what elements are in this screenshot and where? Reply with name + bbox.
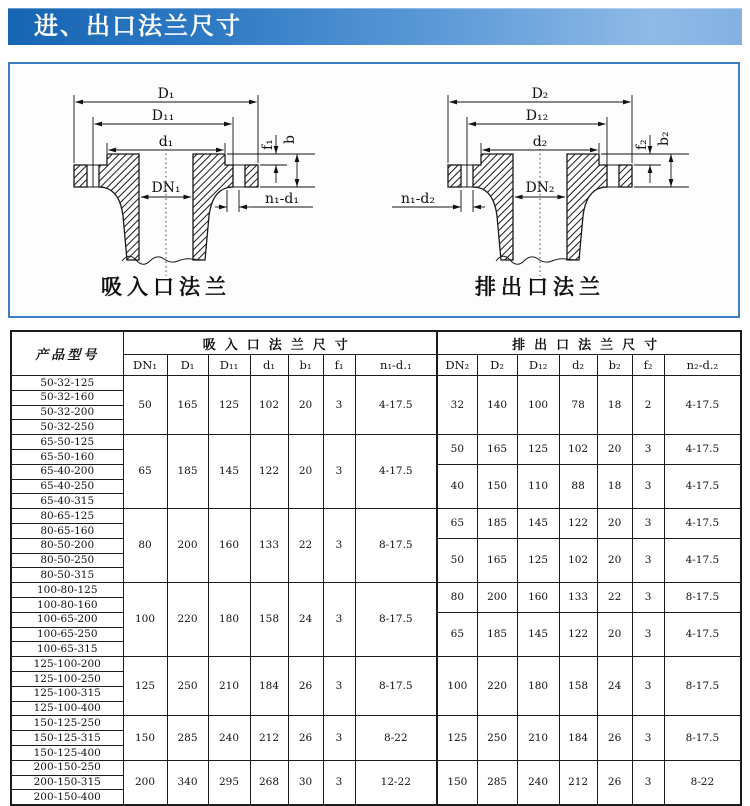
suction-cell: 125 bbox=[208, 376, 250, 435]
suction-cell: 145 bbox=[208, 435, 250, 509]
discharge-cell: 200 bbox=[477, 583, 517, 613]
discharge-cell: 150 bbox=[477, 464, 517, 508]
suction-cell: 20 bbox=[288, 376, 323, 435]
dim-outer-diameter-label: D₂ bbox=[531, 86, 549, 102]
model-cell: 50-32-160 bbox=[11, 390, 123, 405]
table-row bbox=[11, 435, 741, 450]
col-header-d11: D₁₁ bbox=[208, 355, 250, 376]
model-cell: 125-100-400 bbox=[11, 701, 123, 716]
discharge-cell: 50 bbox=[437, 435, 477, 465]
discharge-cell: 22 bbox=[597, 583, 632, 613]
suction-cell: 125 bbox=[123, 657, 167, 716]
model-cell: 125-100-250 bbox=[11, 671, 123, 686]
suction-cell: 212 bbox=[250, 716, 288, 760]
suction-cell: 150 bbox=[123, 716, 167, 760]
col-header-f2: f₂ bbox=[632, 355, 664, 376]
suction-flange-drawing bbox=[10, 64, 374, 316]
suction-section-header: 吸入口法兰尺寸 bbox=[123, 331, 437, 355]
table-row bbox=[11, 509, 741, 524]
col-header-b2: b₂ bbox=[597, 355, 632, 376]
col-header-f1: f₁ bbox=[323, 355, 355, 376]
model-cell: 80-65-125 bbox=[11, 509, 123, 524]
discharge-cell: 3 bbox=[632, 509, 664, 539]
suction-cell: 8-17.5 bbox=[355, 583, 437, 657]
dim-thickness-label: b₂ bbox=[656, 131, 672, 146]
discharge-cell: 125 bbox=[437, 716, 477, 760]
discharge-flange-drawing bbox=[374, 64, 738, 316]
discharge-cell: 20 bbox=[597, 435, 632, 465]
discharge-cell: 100 bbox=[437, 657, 477, 716]
model-column-header: 产品型号 bbox=[11, 331, 123, 376]
suction-cell: 133 bbox=[250, 509, 288, 583]
suction-cell: 8-17.5 bbox=[355, 509, 437, 583]
model-cell: 125-100-315 bbox=[11, 686, 123, 701]
suction-cell: 185 bbox=[167, 435, 208, 509]
suction-cell: 12-22 bbox=[355, 760, 437, 805]
suction-cell: 3 bbox=[323, 716, 355, 760]
suction-cell: 160 bbox=[208, 509, 250, 583]
discharge-cell: 24 bbox=[597, 657, 632, 716]
discharge-cell: 285 bbox=[477, 760, 517, 805]
discharge-cell: 185 bbox=[477, 612, 517, 656]
model-cell: 80-50-315 bbox=[11, 568, 123, 583]
model-cell: 80-50-250 bbox=[11, 553, 123, 568]
discharge-cell: 140 bbox=[477, 376, 517, 435]
dim-face-diameter-label: d₁ bbox=[158, 134, 174, 150]
model-cell: 50-32-125 bbox=[11, 376, 123, 391]
discharge-cell: 88 bbox=[559, 464, 597, 508]
discharge-cell: 4-17.5 bbox=[664, 538, 741, 582]
dim-thickness-label: b bbox=[282, 135, 298, 144]
discharge-cell: 78 bbox=[559, 376, 597, 435]
discharge-dimension-labels bbox=[401, 86, 672, 207]
table-row bbox=[11, 716, 741, 731]
suction-cell: 3 bbox=[323, 435, 355, 509]
suction-cell: 220 bbox=[167, 583, 208, 657]
page-title: 进、出口法兰尺寸 bbox=[34, 12, 242, 40]
discharge-cell: 8-17.5 bbox=[664, 583, 741, 613]
discharge-cell: 160 bbox=[517, 583, 559, 613]
discharge-cell: 185 bbox=[477, 509, 517, 539]
discharge-cell: 220 bbox=[477, 657, 517, 716]
discharge-cell: 65 bbox=[437, 509, 477, 539]
dim-bore-label: DN₁ bbox=[151, 180, 181, 196]
discharge-cell: 3 bbox=[632, 612, 664, 656]
discharge-cell: 40 bbox=[437, 464, 477, 508]
col-header-d1: D₁ bbox=[167, 355, 208, 376]
suction-cell: 3 bbox=[323, 583, 355, 657]
suction-cell: 285 bbox=[167, 716, 208, 760]
suction-cell: 210 bbox=[208, 657, 250, 716]
col-header-dn2: DN₂ bbox=[437, 355, 477, 376]
discharge-cell: 26 bbox=[597, 716, 632, 760]
suction-cell: 24 bbox=[288, 583, 323, 657]
discharge-cell: 212 bbox=[559, 760, 597, 805]
discharge-caption: 排出口法兰 bbox=[475, 274, 605, 299]
suction-cell: 65 bbox=[123, 435, 167, 509]
model-cell: 50-32-250 bbox=[11, 420, 123, 435]
discharge-cell: 100 bbox=[517, 376, 559, 435]
discharge-cell: 4-17.5 bbox=[664, 435, 741, 465]
suction-cell: 30 bbox=[288, 760, 323, 805]
discharge-cell: 4-17.5 bbox=[664, 376, 741, 435]
model-cell: 65-50-160 bbox=[11, 449, 123, 464]
suction-cell: 180 bbox=[208, 583, 250, 657]
discharge-cell: 150 bbox=[437, 760, 477, 805]
flange-diagram-panel bbox=[8, 62, 740, 318]
model-cell: 100-65-315 bbox=[11, 642, 123, 657]
discharge-cell: 3 bbox=[632, 716, 664, 760]
dim-outer-diameter-label: D₁ bbox=[157, 86, 175, 102]
suction-cell: 4-17.5 bbox=[355, 435, 437, 509]
table-row bbox=[11, 657, 741, 672]
dim-bore-label: DN₂ bbox=[525, 180, 555, 196]
flange-dimensions-table bbox=[10, 330, 740, 806]
col-header-d2: D₂ bbox=[477, 355, 517, 376]
discharge-cell: 80 bbox=[437, 583, 477, 613]
suction-cell: 22 bbox=[288, 509, 323, 583]
discharge-cell: 110 bbox=[517, 464, 559, 508]
model-cell: 200-150-250 bbox=[11, 760, 123, 775]
col-header-dn1: DN₁ bbox=[123, 355, 167, 376]
suction-cell: 184 bbox=[250, 657, 288, 716]
model-cell: 200-150-315 bbox=[11, 775, 123, 790]
model-cell: 65-50-125 bbox=[11, 435, 123, 450]
discharge-cell: 20 bbox=[597, 538, 632, 582]
discharge-cell: 145 bbox=[517, 509, 559, 539]
discharge-cell: 210 bbox=[517, 716, 559, 760]
discharge-section-header: 排出口法兰尺寸 bbox=[437, 331, 741, 355]
suction-cell: 80 bbox=[123, 509, 167, 583]
table-row bbox=[11, 760, 741, 775]
model-cell: 150-125-400 bbox=[11, 745, 123, 760]
suction-cell: 50 bbox=[123, 376, 167, 435]
dim-bolt-holes-label: n₁-d₂ bbox=[401, 191, 435, 207]
model-cell: 200-150-400 bbox=[11, 790, 123, 805]
discharge-cell: 122 bbox=[559, 509, 597, 539]
suction-cell: 250 bbox=[167, 657, 208, 716]
model-cell: 65-40-200 bbox=[11, 464, 123, 479]
suction-cell: 26 bbox=[288, 716, 323, 760]
discharge-cell: 125 bbox=[517, 538, 559, 582]
suction-cell: 165 bbox=[167, 376, 208, 435]
suction-cell: 3 bbox=[323, 509, 355, 583]
discharge-cell: 4-17.5 bbox=[664, 509, 741, 539]
dim-bolt-holes-label: n₁-d₁ bbox=[265, 191, 299, 207]
suction-cell: 200 bbox=[167, 509, 208, 583]
model-cell: 65-40-315 bbox=[11, 494, 123, 509]
col-header-n2-d2: n₂-d.₂ bbox=[664, 355, 741, 376]
discharge-cell: 18 bbox=[597, 376, 632, 435]
suction-cell: 102 bbox=[250, 376, 288, 435]
model-cell: 100-65-250 bbox=[11, 627, 123, 642]
suction-cell: 158 bbox=[250, 583, 288, 657]
discharge-cell: 102 bbox=[559, 538, 597, 582]
dim-face-height-label: f₁ bbox=[260, 139, 276, 150]
discharge-cell: 180 bbox=[517, 657, 559, 716]
discharge-cell: 8-17.5 bbox=[664, 716, 741, 760]
discharge-cell: 158 bbox=[559, 657, 597, 716]
discharge-cell: 133 bbox=[559, 583, 597, 613]
discharge-cell: 184 bbox=[559, 716, 597, 760]
model-cell: 100-65-200 bbox=[11, 612, 123, 627]
suction-cell: 122 bbox=[250, 435, 288, 509]
table-row bbox=[11, 583, 741, 598]
discharge-cell: 102 bbox=[559, 435, 597, 465]
suction-cell: 8-22 bbox=[355, 716, 437, 760]
discharge-cell: 32 bbox=[437, 376, 477, 435]
model-cell: 80-50-200 bbox=[11, 538, 123, 553]
col-header-d2-small: d₂ bbox=[559, 355, 597, 376]
discharge-cell: 125 bbox=[517, 435, 559, 465]
dim-face-diameter-label: d₂ bbox=[532, 134, 548, 150]
discharge-cell: 4-17.5 bbox=[664, 612, 741, 656]
discharge-cell: 165 bbox=[477, 435, 517, 465]
discharge-cell: 145 bbox=[517, 612, 559, 656]
discharge-cell: 3 bbox=[632, 657, 664, 716]
discharge-cell: 3 bbox=[632, 538, 664, 582]
suction-cell: 340 bbox=[167, 760, 208, 805]
suction-cell: 4-17.5 bbox=[355, 376, 437, 435]
col-header-n1-d1: n₁-d.₁ bbox=[355, 355, 437, 376]
suction-cell: 26 bbox=[288, 657, 323, 716]
discharge-cell: 4-17.5 bbox=[664, 464, 741, 508]
model-cell: 100-80-125 bbox=[11, 583, 123, 598]
discharge-cell: 20 bbox=[597, 509, 632, 539]
flange-table-body bbox=[11, 376, 741, 806]
discharge-cell: 250 bbox=[477, 716, 517, 760]
suction-cell: 100 bbox=[123, 583, 167, 657]
suction-cell: 200 bbox=[123, 760, 167, 805]
suction-caption: 吸入口法兰 bbox=[101, 274, 231, 299]
model-cell: 100-80-160 bbox=[11, 597, 123, 612]
discharge-cell: 18 bbox=[597, 464, 632, 508]
dim-bolt-circle-label: D₁₂ bbox=[525, 108, 549, 124]
model-cell: 80-65-160 bbox=[11, 523, 123, 538]
discharge-cell: 65 bbox=[437, 612, 477, 656]
table-row bbox=[11, 376, 741, 391]
suction-cell: 3 bbox=[323, 657, 355, 716]
discharge-cell: 8-22 bbox=[664, 760, 741, 805]
model-cell: 150-125-315 bbox=[11, 731, 123, 746]
suction-cell: 8-17.5 bbox=[355, 657, 437, 716]
discharge-cell: 26 bbox=[597, 760, 632, 805]
col-header-b1: b₁ bbox=[288, 355, 323, 376]
discharge-cell: 3 bbox=[632, 760, 664, 805]
discharge-cell: 240 bbox=[517, 760, 559, 805]
discharge-cell: 8-17.5 bbox=[664, 657, 741, 716]
discharge-cell: 2 bbox=[632, 376, 664, 435]
suction-cell: 20 bbox=[288, 435, 323, 509]
dim-face-height-label: f₂ bbox=[634, 139, 650, 150]
discharge-cell: 165 bbox=[477, 538, 517, 582]
suction-cell: 3 bbox=[323, 376, 355, 435]
discharge-cell: 3 bbox=[632, 583, 664, 613]
model-cell: 125-100-200 bbox=[11, 657, 123, 672]
model-cell: 50-32-200 bbox=[11, 405, 123, 420]
discharge-cell: 3 bbox=[632, 464, 664, 508]
discharge-cell: 20 bbox=[597, 612, 632, 656]
model-cell: 65-40-250 bbox=[11, 479, 123, 494]
discharge-cell: 122 bbox=[559, 612, 597, 656]
discharge-cell: 3 bbox=[632, 435, 664, 465]
suction-cell: 268 bbox=[250, 760, 288, 805]
col-header-d12: D₁₂ bbox=[517, 355, 559, 376]
dim-bolt-circle-label: D₁₁ bbox=[151, 108, 175, 124]
model-cell: 150-125-250 bbox=[11, 716, 123, 731]
col-header-d1-small: d₁ bbox=[250, 355, 288, 376]
discharge-cell: 50 bbox=[437, 538, 477, 582]
suction-cell: 240 bbox=[208, 716, 250, 760]
title-bar bbox=[8, 8, 742, 45]
suction-cell: 295 bbox=[208, 760, 250, 805]
suction-cell: 3 bbox=[323, 760, 355, 805]
